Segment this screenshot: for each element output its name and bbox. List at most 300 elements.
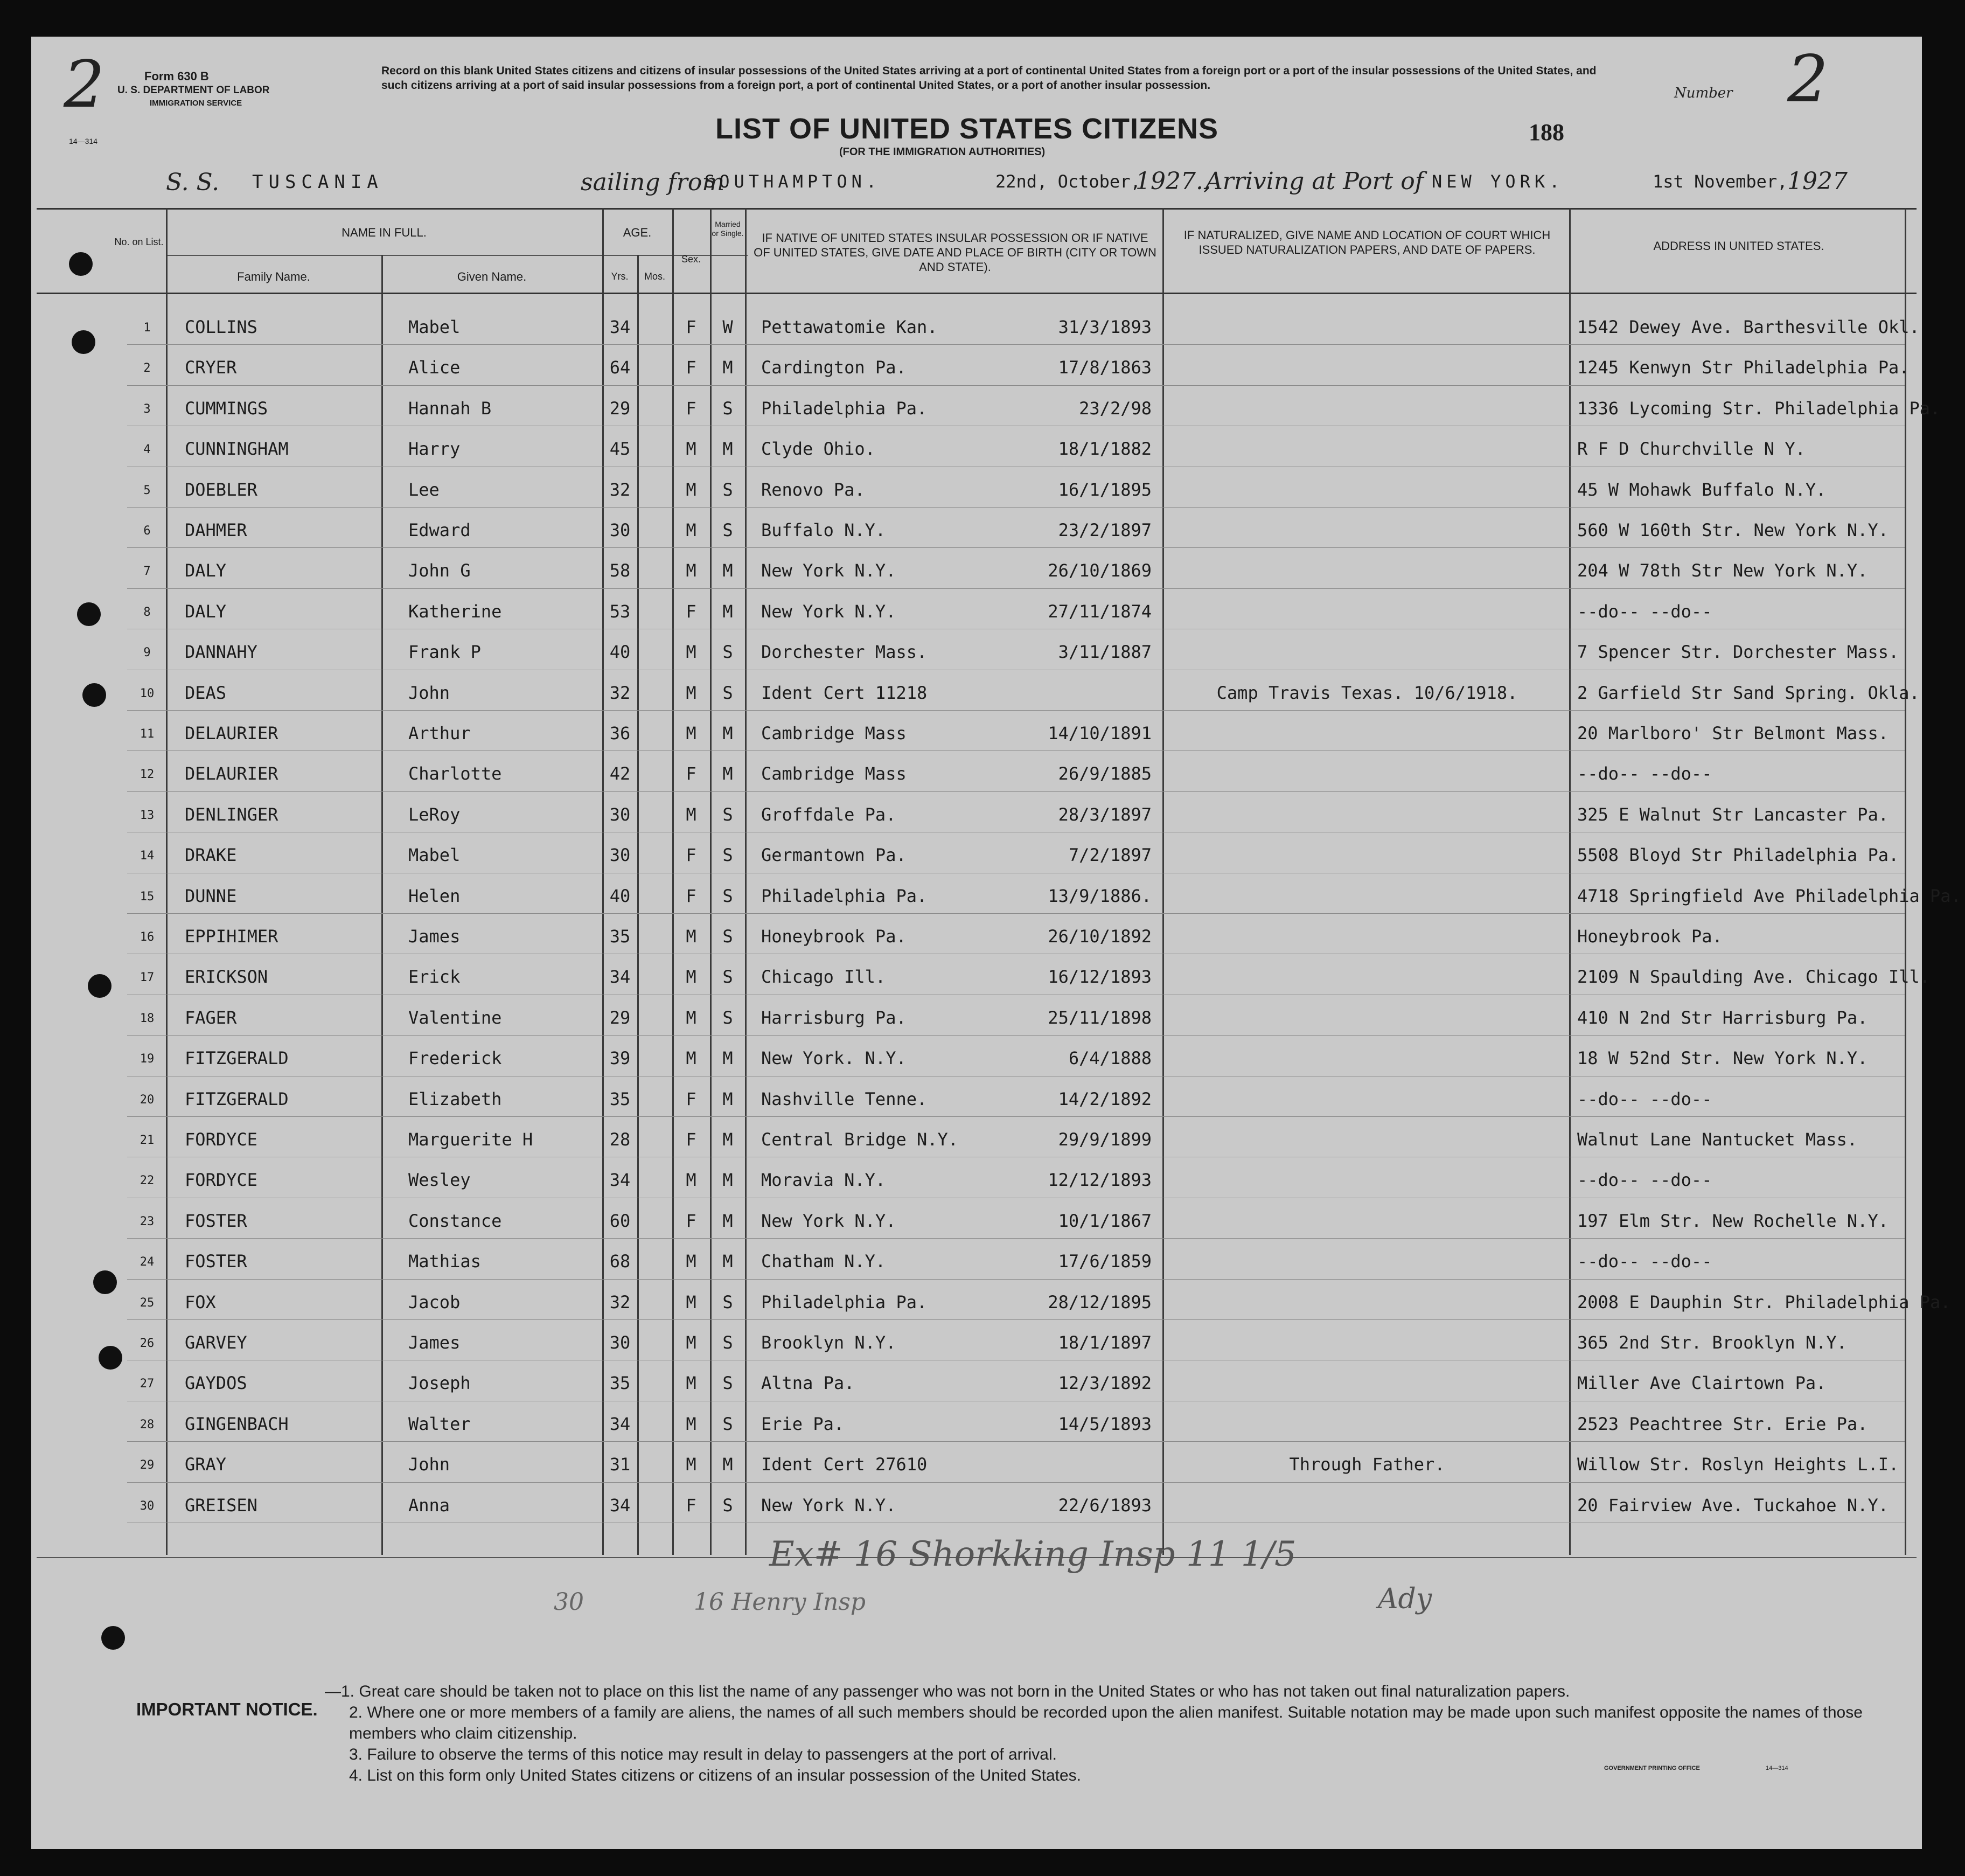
- address: 197 Elm Str. New Rochelle N.Y.: [1577, 1210, 1889, 1231]
- birth-date: 14/10/1891: [1048, 723, 1152, 744]
- address: 18 W 52nd Str. New York N.Y.: [1577, 1048, 1868, 1069]
- given-name: John G: [408, 560, 471, 581]
- col-given: Given Name.: [457, 270, 527, 283]
- marital-status: M: [722, 601, 733, 622]
- punch-hole: [77, 602, 101, 626]
- row-number: 2: [143, 362, 151, 376]
- family-name: FOSTER: [185, 1210, 247, 1231]
- given-name: Walter: [408, 1413, 471, 1434]
- col-name: NAME IN FULL.: [342, 226, 427, 239]
- birth-place: Central Bridge N.Y.: [761, 1129, 959, 1150]
- family-name: GREISEN: [185, 1495, 257, 1516]
- age-years: 29: [609, 1007, 631, 1028]
- handwritten-inspector: 16 Henry Insp: [694, 1588, 866, 1616]
- age-years: 29: [609, 398, 631, 419]
- sex: M: [686, 1170, 696, 1191]
- birth-date: 29/9/1899: [1058, 1129, 1152, 1150]
- birth-place: Altna Pa.: [761, 1373, 855, 1394]
- row-number: 20: [140, 1093, 155, 1107]
- row-rule: [127, 913, 1905, 914]
- ship-name: TUSCANIA: [252, 171, 384, 193]
- given-name: John: [408, 682, 450, 703]
- birth-date: 18/1/1882: [1058, 439, 1152, 460]
- col-sex: Sex.: [681, 254, 701, 265]
- birth-place: Chatham N.Y.: [761, 1251, 886, 1272]
- marital-status: M: [722, 357, 733, 378]
- birth-date: 23/2/98: [1079, 398, 1152, 419]
- sex: F: [686, 885, 696, 906]
- col-address: ADDRESS IN UNITED STATES.: [1653, 239, 1824, 253]
- age-years: 39: [609, 1048, 631, 1069]
- age-years: 34: [609, 967, 631, 988]
- given-name: Valentine: [408, 1007, 502, 1028]
- marital-status: S: [722, 479, 733, 500]
- col-mos: Mos.: [644, 271, 665, 282]
- family-name: FITZGERALD: [185, 1048, 289, 1069]
- form-code: 14—314: [69, 137, 97, 145]
- row-rule: [127, 588, 1905, 589]
- age-years: 68: [609, 1251, 631, 1272]
- address: 2523 Peachtree Str. Erie Pa.: [1577, 1413, 1868, 1434]
- marital-status: S: [722, 1332, 733, 1353]
- given-name: Alice: [408, 357, 461, 378]
- sex: M: [686, 926, 696, 947]
- sex: M: [686, 1007, 696, 1028]
- address: 560 W 160th Str. New York N.Y.: [1577, 520, 1889, 540]
- birth-place: Groffdale Pa.: [761, 804, 896, 825]
- birth-date: 26/10/1869: [1048, 560, 1152, 581]
- sex: M: [686, 723, 696, 744]
- row-number: 3: [143, 402, 151, 416]
- marital-status: M: [722, 1129, 733, 1150]
- arrival-date: 1st November,: [1653, 171, 1788, 192]
- notice-item-3: 3. Failure to observe the terms of this notice may result in delay to passengers at the port of arrival.: [349, 1746, 1057, 1763]
- family-name: DENLINGER: [185, 804, 278, 825]
- age-years: 64: [609, 357, 631, 378]
- printer-code: 14—314: [1766, 1765, 1788, 1771]
- marital-status: M: [722, 1170, 733, 1191]
- page-subtitle: (FOR THE IMMIGRATION AUTHORITIES): [839, 146, 1046, 158]
- sex: M: [686, 682, 696, 703]
- birth-place: New York N.Y.: [761, 1210, 896, 1231]
- family-name: CUMMINGS: [185, 398, 268, 419]
- birth-place: Cardington Pa.: [761, 357, 907, 378]
- given-name: Anna: [408, 1495, 450, 1516]
- row-rule: [127, 547, 1905, 548]
- birth-date: 12/3/1892: [1058, 1373, 1152, 1394]
- col-naturalized: IF NATURALIZED, GIVE NAME AND LOCATION OF COURT WHICH ISSUED NATURALIZATION PAPERS, AND DATE OF PAPERS.: [1183, 228, 1551, 256]
- birth-place: Dorchester Mass.: [761, 642, 928, 663]
- header-bottom-rule: [37, 293, 1917, 294]
- given-name: Jacob: [408, 1291, 461, 1312]
- sex: F: [686, 1495, 696, 1516]
- row-number: 12: [140, 768, 155, 782]
- address: 5508 Bloyd Str Philadelphia Pa.: [1577, 845, 1899, 866]
- age-years: 32: [609, 479, 631, 500]
- marital-status: S: [722, 1413, 733, 1434]
- birth-place: Honeybrook Pa.: [761, 926, 907, 947]
- sailing-year: 1927.,: [1135, 168, 1211, 195]
- birth-place: New York N.Y.: [761, 560, 896, 581]
- row-number: 11: [140, 727, 155, 741]
- age-years: 34: [609, 317, 631, 337]
- address: 1542 Dewey Ave. Barthesville Okl.: [1577, 317, 1920, 337]
- col-birthplace: IF NATIVE OF UNITED STATES INSULAR POSSESSION OR IF NATIVE OF UNITED STATES, GIVE DATE AND PLACE OF BIRTH (CITY OR TOWN AND STATE).: [754, 231, 1156, 274]
- family-name: DALY: [185, 560, 227, 581]
- marital-status: M: [722, 763, 733, 784]
- sex: M: [686, 967, 696, 988]
- punch-hole: [69, 252, 93, 276]
- birth-place: Chicago Ill.: [761, 967, 886, 988]
- sheet-mark: 2: [64, 47, 105, 122]
- page-number: 188: [1529, 119, 1564, 145]
- given-name: Frederick: [408, 1048, 502, 1069]
- given-name: Helen: [408, 885, 461, 906]
- address: 204 W 78th Str New York N.Y.: [1577, 560, 1868, 581]
- birth-place: Philadelphia Pa.: [761, 885, 928, 906]
- birth-date: 14/5/1893: [1058, 1413, 1152, 1434]
- birth-place: Philadelphia Pa.: [761, 398, 928, 419]
- row-rule: [127, 1279, 1905, 1280]
- given-name: LeRoy: [408, 804, 461, 825]
- given-name: Katherine: [408, 601, 502, 622]
- address: 2 Garfield Str Sand Spring. Okla.: [1577, 682, 1920, 703]
- address: --do-- --do--: [1577, 1088, 1712, 1109]
- age-years: 28: [609, 1129, 631, 1150]
- sex: M: [686, 439, 696, 460]
- birth-date: 18/1/1897: [1058, 1332, 1152, 1353]
- age-years: 60: [609, 1210, 631, 1231]
- age-years: 35: [609, 1088, 631, 1109]
- sex: M: [686, 479, 696, 500]
- given-name: Marguerite H: [408, 1129, 533, 1150]
- sex: M: [686, 520, 696, 540]
- address: 4718 Springfield Ave Philadelphia Pa.: [1577, 885, 1961, 906]
- address: 1245 Kenwyn Str Philadelphia Pa.: [1577, 357, 1910, 378]
- birth-place: Cambridge Mass: [761, 763, 907, 784]
- family-name: DRAKE: [185, 845, 237, 866]
- birth-place: Erie Pa.: [761, 1413, 845, 1434]
- handwritten-count: 30: [554, 1588, 584, 1616]
- birth-date: 14/2/1892: [1058, 1088, 1152, 1109]
- birth-date: 10/1/1867: [1058, 1210, 1152, 1231]
- row-number: 7: [143, 565, 151, 579]
- family-name: COLLINS: [185, 317, 257, 337]
- birth-place: Buffalo N.Y.: [761, 520, 886, 540]
- row-number: 8: [143, 605, 151, 619]
- punch-hole: [93, 1270, 117, 1294]
- age-years: 45: [609, 439, 631, 460]
- family-name: DANNAHY: [185, 642, 257, 663]
- birth-date: 6/4/1888: [1068, 1048, 1152, 1069]
- age-years: 32: [609, 682, 631, 703]
- family-name: FOX: [185, 1291, 216, 1312]
- punch-hole: [101, 1626, 125, 1650]
- birth-date: 26/9/1885: [1058, 763, 1152, 784]
- given-name: Frank P: [408, 642, 481, 663]
- sex: F: [686, 601, 696, 622]
- row-rule: [127, 791, 1905, 792]
- birth-date: 3/11/1887: [1058, 642, 1152, 663]
- row-number: 25: [140, 1296, 155, 1310]
- family-name: GRAY: [185, 1454, 227, 1475]
- row-number: 19: [140, 1052, 155, 1066]
- punch-hole: [72, 330, 95, 354]
- birth-date: 23/2/1897: [1058, 520, 1152, 540]
- birth-place: Pettawatomie Kan.: [761, 317, 938, 337]
- sailing-label: sailing from: [581, 169, 725, 196]
- row-number: 4: [143, 443, 151, 457]
- family-name: ERICKSON: [185, 967, 268, 988]
- given-name: Elizabeth: [408, 1088, 502, 1109]
- punch-hole: [88, 974, 112, 998]
- row-number: 21: [140, 1134, 155, 1147]
- birth-place: Philadelphia Pa.: [761, 1291, 928, 1312]
- family-name: FORDYCE: [185, 1170, 257, 1191]
- address: 410 N 2nd Str Harrisburg Pa.: [1577, 1007, 1868, 1028]
- given-name: James: [408, 926, 461, 947]
- age-years: 35: [609, 1373, 631, 1394]
- sex: F: [686, 1088, 696, 1109]
- row-number: 29: [140, 1458, 155, 1472]
- age-years: 32: [609, 1291, 631, 1312]
- row-number: 6: [143, 524, 151, 538]
- age-years: 58: [609, 560, 631, 581]
- printer-mark: GOVERNMENT PRINTING OFFICE: [1604, 1765, 1700, 1771]
- row-number: 14: [140, 849, 155, 863]
- birth-date: 26/10/1892: [1048, 926, 1152, 947]
- row-number: 27: [140, 1377, 155, 1391]
- age-years: 30: [609, 845, 631, 866]
- notice-item-1: —1. Great care should be taken not to place on this list the name of any passenger who was not born in the United States or who has not taken out final naturalization papers.: [325, 1683, 1570, 1700]
- family-name: DAHMER: [185, 520, 247, 540]
- given-name: John: [408, 1454, 450, 1475]
- row-number: 10: [140, 686, 155, 700]
- age-years: 30: [609, 520, 631, 540]
- birth-date: 28/12/1895: [1048, 1291, 1152, 1312]
- marital-status: M: [722, 1210, 733, 1231]
- family-name: EPPIHIMER: [185, 926, 278, 947]
- punch-hole: [82, 683, 106, 707]
- address: 20 Marlboro' Str Belmont Mass.: [1577, 723, 1889, 744]
- address: 2008 E Dauphin Str. Philadelphia Pa.: [1577, 1291, 1951, 1312]
- col-yrs: Yrs.: [611, 271, 629, 282]
- notice-item-2: 2. Where one or more members of a family are aliens, the names of all such members should be recorded upon the alien manifest. Suitable notation may be made upon such manifest opposite the names of those members who claim citizenship.: [349, 1704, 1863, 1742]
- birth-date: 28/3/1897: [1058, 804, 1152, 825]
- given-name: Lee: [408, 479, 440, 500]
- birth-place: Renovo Pa.: [761, 479, 865, 500]
- address: 7 Spencer Str. Dorchester Mass.: [1577, 642, 1899, 663]
- sex: M: [686, 1291, 696, 1312]
- address: 45 W Mohawk Buffalo N.Y.: [1577, 479, 1827, 500]
- sailing-date: 22nd, October,: [995, 171, 1141, 192]
- given-name: Constance: [408, 1210, 502, 1231]
- notice-item-4: 4. List on this form only United States citizens or citizens of an insular possession of the United States.: [349, 1767, 1082, 1784]
- family-name: GINGENBACH: [185, 1413, 289, 1434]
- age-years: 36: [609, 723, 631, 744]
- given-name: Wesley: [408, 1170, 471, 1191]
- age-years: 34: [609, 1495, 631, 1516]
- address: Willow Str. Roslyn Heights L.I.: [1577, 1454, 1899, 1475]
- row-rule: [127, 1319, 1905, 1320]
- sex: F: [686, 357, 696, 378]
- row-number: 23: [140, 1214, 155, 1228]
- row-rule: [127, 1482, 1905, 1483]
- handwritten-initials: Ady: [1378, 1583, 1432, 1615]
- given-name: Arthur: [408, 723, 471, 744]
- service: IMMIGRATION SERVICE: [150, 99, 242, 108]
- address: 20 Fairview Ave. Tuckahoe N.Y.: [1577, 1495, 1889, 1516]
- family-name: GAYDOS: [185, 1373, 247, 1394]
- sex: F: [686, 1129, 696, 1150]
- given-name: Erick: [408, 967, 461, 988]
- family-name: FAGER: [185, 1007, 237, 1028]
- punch-hole: [99, 1346, 122, 1370]
- birth-date: 13/9/1886.: [1048, 885, 1152, 906]
- age-years: 34: [609, 1170, 631, 1191]
- birth-date: 22/6/1893: [1058, 1495, 1152, 1516]
- notice-label: IMPORTANT NOTICE.: [136, 1699, 318, 1719]
- row-number: 22: [140, 1174, 155, 1188]
- col-age: AGE.: [623, 226, 652, 239]
- address: --do-- --do--: [1577, 601, 1712, 622]
- marital-status: S: [722, 1495, 733, 1516]
- marital-status: S: [722, 1007, 733, 1028]
- row-number: 18: [140, 1011, 155, 1025]
- sex: F: [686, 1210, 696, 1231]
- age-years: 35: [609, 926, 631, 947]
- sex: M: [686, 560, 696, 581]
- address: R F D Churchville N Y.: [1577, 439, 1806, 460]
- given-name: Edward: [408, 520, 471, 540]
- birth-place: Moravia N.Y.: [761, 1170, 886, 1191]
- row-rule: [127, 385, 1905, 386]
- row-number: 13: [140, 808, 155, 822]
- row-number: 30: [140, 1499, 155, 1513]
- row-number: 15: [140, 890, 155, 904]
- sex: F: [686, 398, 696, 419]
- age-years: 53: [609, 601, 631, 622]
- row-number: 1: [143, 321, 151, 335]
- birth-place: New York N.Y.: [761, 1495, 896, 1516]
- marital-status: S: [722, 682, 733, 703]
- marital-status: S: [722, 1291, 733, 1312]
- family-name: DEAS: [185, 682, 227, 703]
- birth-place: New York. N.Y.: [761, 1048, 907, 1069]
- address: --do-- --do--: [1577, 763, 1712, 784]
- naturalization-court: Through Father.: [1289, 1454, 1445, 1475]
- marital-status: S: [722, 398, 733, 419]
- marital-status: S: [722, 804, 733, 825]
- family-name: FOSTER: [185, 1251, 247, 1272]
- birth-place: Harrisburg Pa.: [761, 1007, 907, 1028]
- age-years: 42: [609, 763, 631, 784]
- naturalization-court: Camp Travis Texas. 10/6/1918.: [1216, 682, 1518, 703]
- marital-status: M: [722, 560, 733, 581]
- family-name: FORDYCE: [185, 1129, 257, 1150]
- sex: M: [686, 642, 696, 663]
- address: 325 E Walnut Str Lancaster Pa.: [1577, 804, 1889, 825]
- sailing-port: SOUTHAMPTON.: [705, 171, 881, 192]
- birth-date: 27/11/1874: [1048, 601, 1152, 622]
- family-name: DALY: [185, 601, 227, 622]
- sex: M: [686, 1413, 696, 1434]
- marital-status: M: [722, 1251, 733, 1272]
- birth-place: Clyde Ohio.: [761, 439, 875, 460]
- age-years: 40: [609, 642, 631, 663]
- sex: M: [686, 1048, 696, 1069]
- marital-status: W: [722, 317, 733, 337]
- arrival-port: NEW YORK.: [1432, 171, 1564, 192]
- marital-status: S: [722, 845, 733, 866]
- sex: F: [686, 845, 696, 866]
- birth-place: Brooklyn N.Y.: [761, 1332, 896, 1353]
- row-number: 26: [140, 1337, 155, 1350]
- row-rule: [127, 710, 1905, 711]
- handwritten-note: Ex# 16 Shorkking Insp 11 1/5: [769, 1534, 1297, 1574]
- instructions: Record on this blank United States citizens and citizens of insular possessions of the United States arriving at a port of continental United States from a foreign port or a port of the insular possessions of the United States, and such citizens arriving at a port of said insular possessions from a foreign port, a port of continental United States, or a port of another insular possession.: [381, 65, 1597, 92]
- given-name: Mathias: [408, 1251, 481, 1272]
- marital-status: S: [722, 520, 733, 540]
- sex: M: [686, 1251, 696, 1272]
- page-title: LIST OF UNITED STATES CITIZENS: [715, 113, 1218, 145]
- birth-date: 17/8/1863: [1058, 357, 1152, 378]
- sex: M: [686, 1373, 696, 1394]
- birth-place: Ident Cert 27610: [761, 1454, 928, 1475]
- age-years: 31: [609, 1454, 631, 1475]
- row-number: 17: [140, 971, 155, 985]
- marital-status: M: [722, 723, 733, 744]
- sex: F: [686, 317, 696, 337]
- family-name: GARVEY: [185, 1332, 247, 1353]
- marital-status: S: [722, 926, 733, 947]
- ship-label: S. S.: [166, 169, 220, 196]
- number-value: 2: [1787, 42, 1829, 117]
- birth-date: 16/1/1895: [1058, 479, 1152, 500]
- number-label: Number: [1674, 85, 1733, 101]
- given-name: Charlotte: [408, 763, 502, 784]
- marital-status: M: [722, 1088, 733, 1109]
- address: Miller Ave Clairtown Pa.: [1577, 1373, 1827, 1394]
- department: U. S. DEPARTMENT OF LABOR: [117, 85, 270, 96]
- address: Honeybrook Pa.: [1577, 926, 1723, 947]
- marital-status: M: [722, 1048, 733, 1069]
- sex: M: [686, 1454, 696, 1475]
- row-rule: [127, 1116, 1905, 1117]
- given-name: Mabel: [408, 845, 461, 866]
- given-name: Mabel: [408, 317, 461, 337]
- row-rule: [127, 1035, 1905, 1036]
- arriving-label: Arriving at Port of: [1206, 168, 1424, 195]
- address: --do-- --do--: [1577, 1251, 1712, 1272]
- row-number: 5: [143, 483, 151, 497]
- manifest-sheet: [31, 37, 1961, 1849]
- sex: M: [686, 804, 696, 825]
- row-rule: [127, 507, 1905, 508]
- birth-date: 7/2/1897: [1068, 845, 1152, 866]
- address: 1336 Lycoming Str. Philadelphia Pa.: [1577, 398, 1941, 419]
- row-number: 24: [140, 1255, 155, 1269]
- address: 2109 N Spaulding Ave. Chicago Ill.: [1577, 967, 1931, 988]
- given-name: James: [408, 1332, 461, 1353]
- family-name: CRYER: [185, 357, 237, 378]
- marital-status: M: [722, 439, 733, 460]
- col-no: No. on List.: [114, 237, 164, 247]
- row-number: 9: [143, 646, 151, 660]
- family-name: DELAURIER: [185, 763, 278, 784]
- col-married: Married or Single.: [712, 220, 744, 238]
- family-name: FITZGERALD: [185, 1088, 289, 1109]
